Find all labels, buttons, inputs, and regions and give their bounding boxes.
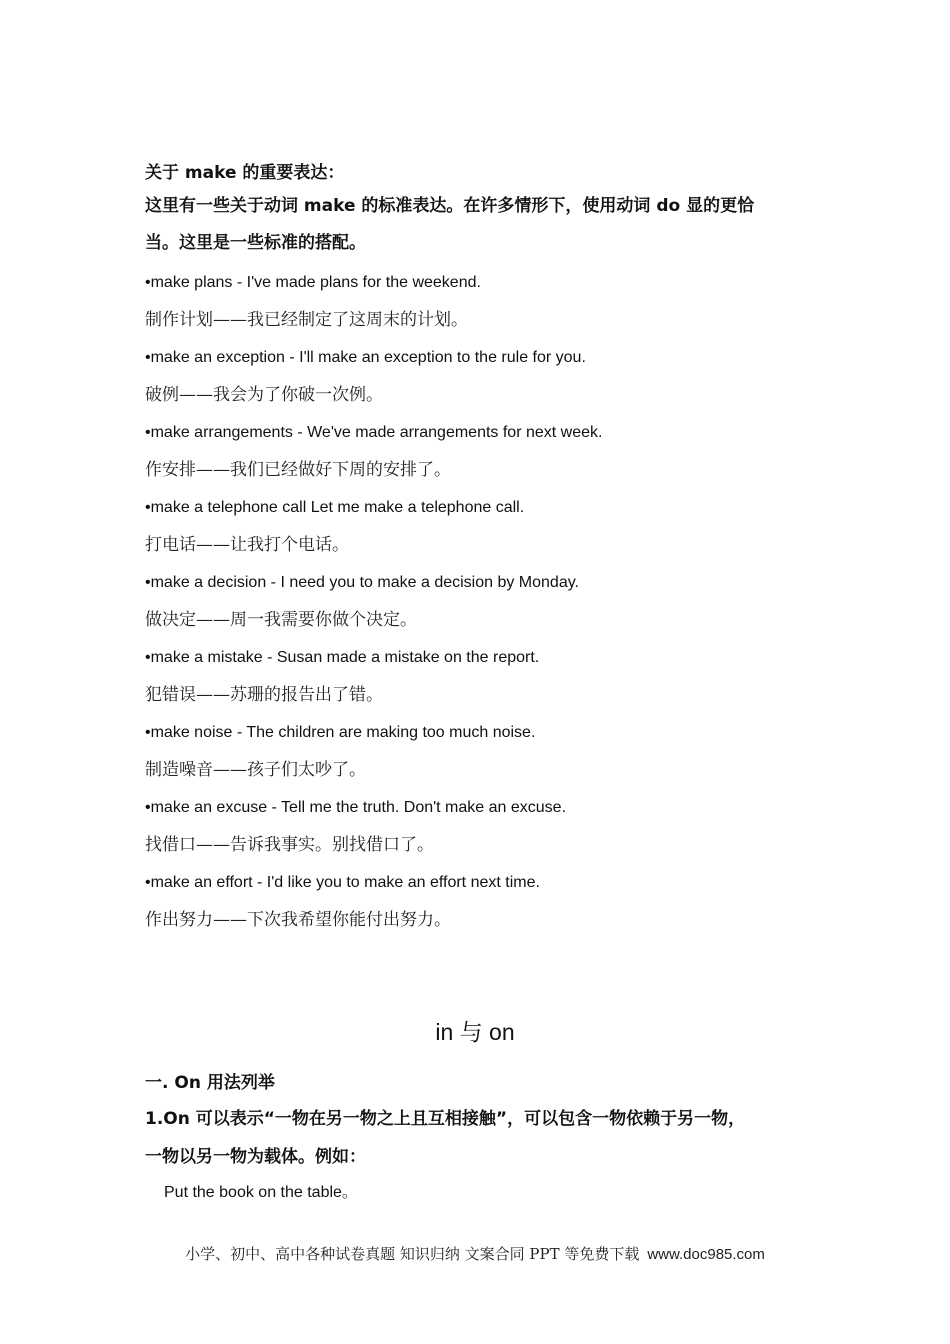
expression-en: •make a telephone call Let me make a telephone call.	[145, 499, 525, 516]
expression-zh: 破例——我会为了你破一次例。	[145, 385, 383, 405]
expression-zh: 制造噪音——孩子们太吵了。	[145, 760, 366, 780]
in-on-title: in 与 on	[435, 1019, 515, 1045]
expression-zh: 制作计划——我已经制定了这周末的计划。	[145, 310, 468, 330]
on-usage-heading: 一. On 用法列举	[145, 1073, 275, 1093]
expression-en: •make plans - I've made plans for the weekend.	[145, 274, 481, 291]
expression-zh: 找借口——告诉我事实。别找借口了。	[145, 835, 434, 855]
example-sentence: Put the book on the table。	[164, 1184, 358, 1201]
expression-en: •make a mistake - Susan made a mistake on the report.	[145, 649, 540, 666]
expression-en: •make an effort - I'd like you to make an effort next time.	[145, 874, 540, 891]
expression-list	[145, 264, 835, 939]
rule-line-1: 1.On 可以表示“一物在另一物之上且互相接触”，可以包含一物依赖于另一物，	[145, 1109, 746, 1129]
intro-line-1: 这里有一些关于动词 make 的标准表达。在许多情形下，使用动词 do 显的更恰	[145, 196, 755, 216]
expression-en: •make arrangements - We've made arrangements for next week.	[145, 424, 603, 441]
expression-en: •make noise - The children are making too much noise.	[145, 724, 536, 741]
page-footer	[0, 1242, 950, 1267]
expression-zh: 打电话——让我打个电话。	[145, 535, 349, 555]
expression-zh: 犯错误——苏珊的报告出了错。	[145, 685, 383, 705]
expression-zh: 做决定——周一我需要你做个决定。	[145, 610, 417, 630]
expression-zh: 作出努力——下次我希望你能付出努力。	[145, 910, 451, 930]
intro-line-2: 当。这里是一些标准的搭配。	[145, 233, 366, 253]
section-heading: 关于 make 的重要表达：	[145, 163, 345, 183]
make-expressions-section	[145, 158, 835, 939]
expression-zh: 作安排——我们已经做好下周的安排了。	[145, 460, 451, 480]
on-usage-section	[145, 1066, 835, 1210]
rule-line-2: 一物以另一物为载体。例如：	[145, 1147, 366, 1167]
footer-url[interactable]: www.doc985.com	[647, 1246, 765, 1263]
expression-en: •make a decision - I need you to make a decision by Monday.	[145, 574, 579, 591]
expression-en: •make an exception - I'll make an exception to the rule for you.	[145, 349, 586, 366]
footer-text: 小学、初中、高中各种试卷真题 知识归纳 文案合同 PPT 等免费下载	[185, 1245, 640, 1263]
expression-en: •make an excuse - Tell me the truth. Don't make an excuse.	[145, 799, 567, 816]
